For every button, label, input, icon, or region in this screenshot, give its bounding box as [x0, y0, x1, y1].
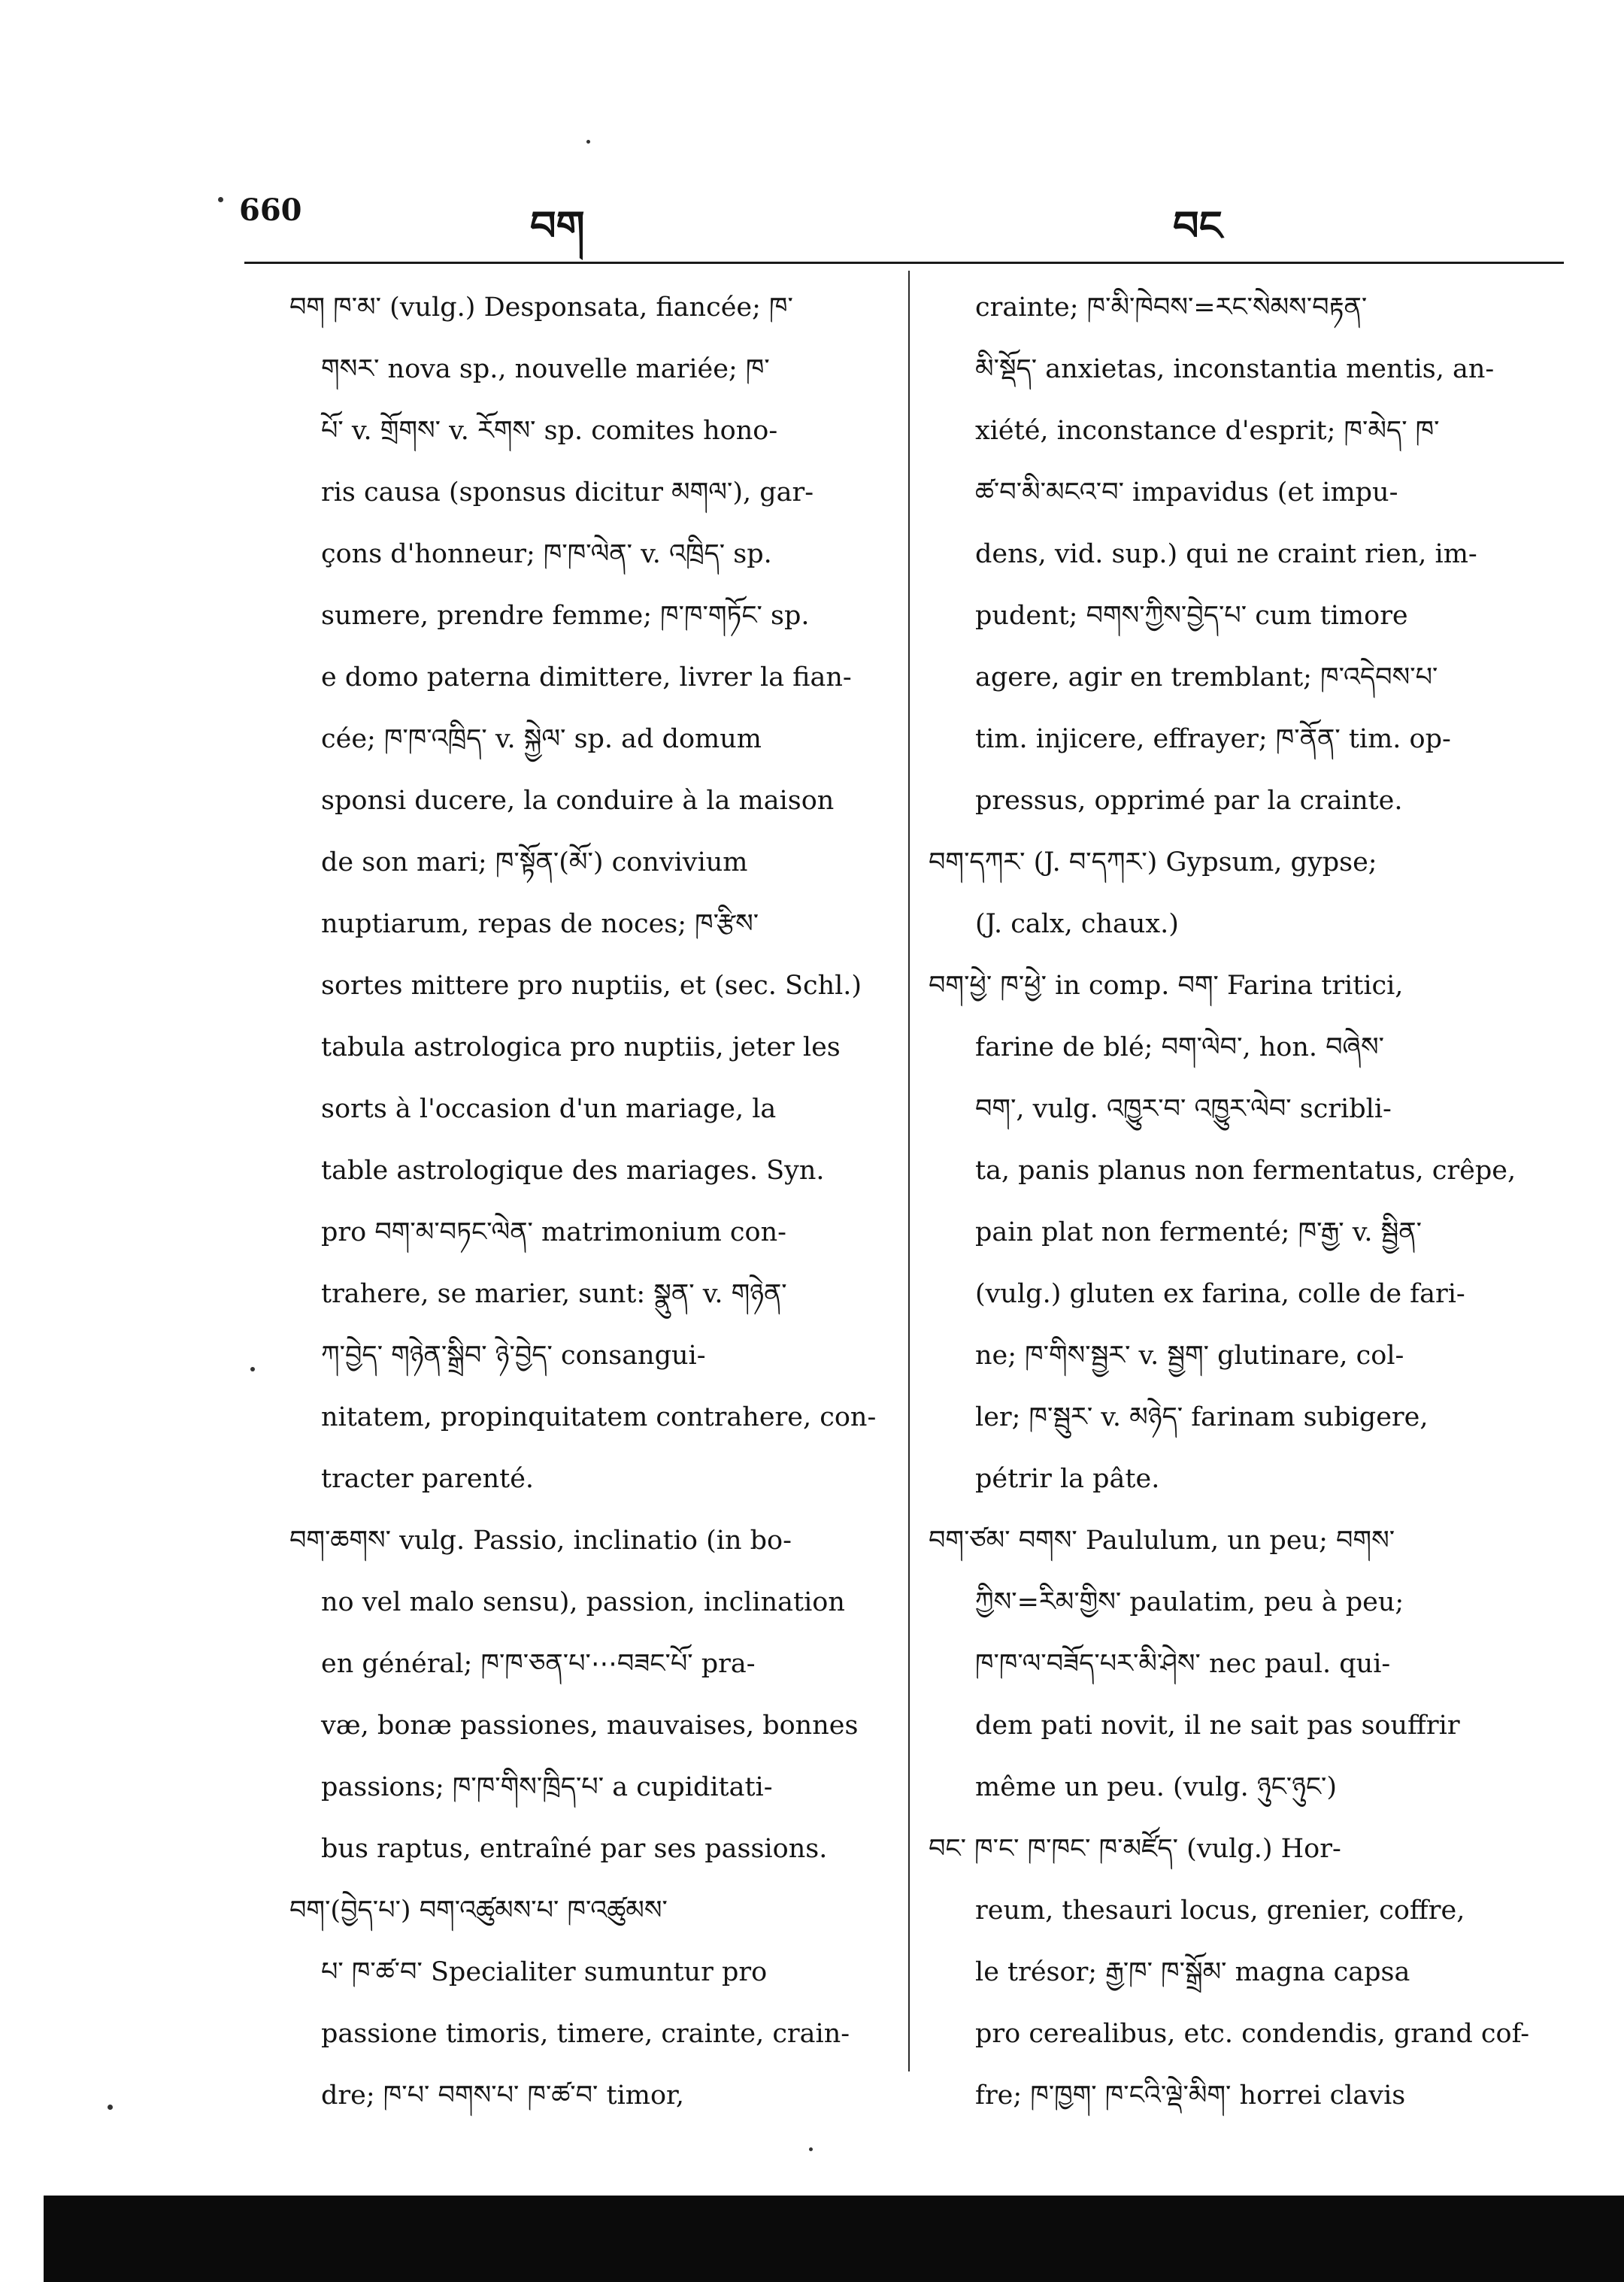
entry-line: trahere, se marier, sunt: སྣུན་ v. གཉེན་ [321, 1279, 787, 1309]
entry-line: ris causa (sponsus dicitur མགལ་), gar- [321, 477, 814, 508]
header-rule [244, 262, 1564, 264]
entry-line: pro cerealibus, etc. condendis, grand cof- [975, 2019, 1530, 2049]
entry-line: de son mari; ཁ་སྟོན་(མོ་) convivium [321, 847, 748, 877]
entry-line: པོ་ v. གྲོགས་ v. རོགས་ sp. comites hono- [321, 416, 778, 446]
scan-speck [218, 197, 223, 202]
scan-speck [250, 1367, 255, 1371]
entry-headword-line: བག ཁ་མ་ (vulg.) Desponsata, fiancée; ཁ་ [289, 292, 793, 323]
entry-line: sortes mittere pro nuptiis, et (sec. Schl.) [321, 971, 862, 1001]
entry-line: sponsi ducere, la conduire à la maison [321, 786, 835, 816]
entry-line: sorts à l'occasion d'un mariage, la [321, 1094, 777, 1124]
scan-speck [108, 2105, 113, 2110]
scan-speck [586, 140, 590, 144]
entry-line: མི་སྡོད་ anxietas, inconstantia mentis, an- [975, 354, 1495, 384]
entry-line: en général; ཁ་ཁ་ཅན་པ་⋯བཟང་པོ་ pra- [321, 1649, 756, 1679]
running-head-right: བང [1173, 202, 1223, 250]
left-column [289, 277, 883, 2126]
entry-line: sumere, prendre femme; ཁ་ཁ་གཏོང་ sp. [321, 601, 810, 631]
entry-line: farine de blé; བག་ལེབ་, hon. བཞེས་ [975, 1032, 1385, 1062]
entry-line: çons d'honneur; ཁ་ཁ་ལེན་ v. འཁྲིད་ sp. [321, 539, 772, 569]
entry-line: dem pati novit, il ne sait pas souffrir [975, 1711, 1460, 1741]
entry-line: væ, bonæ passiones, mauvaises, bonnes [321, 1711, 859, 1741]
entry-line: fre; ཁ་ཁྱག་ ཁ་ངའི་ལྡེ་མིག་ horrei clavis [975, 2080, 1406, 2111]
running-head-left: བག [530, 202, 585, 250]
entry-line: ཀྱིས་=རིམ་གྱིས་ paulatim, peu à peu; [975, 1587, 1404, 1617]
page-number: 660 [239, 192, 302, 228]
entry-line: agere, agir en tremblant; ཁ་འདེབས་པ་ [975, 662, 1438, 692]
entry-line: pressus, opprimé par la crainte. [975, 786, 1403, 816]
right-column [929, 277, 1553, 2126]
entry-line: tracter parenté. [321, 1464, 535, 1494]
entry-headword-line: བག་ཆགས་ vulg. Passio, inclinatio (in bo- [289, 1526, 792, 1556]
entry-line: table astrologique des mariages. Syn. [321, 1156, 825, 1186]
entry-line: reum, thesauri locus, grenier, coffre, [975, 1896, 1465, 1926]
entry-line: nitatem, propinquitatem contrahere, con- [321, 1402, 877, 1432]
entry-line: même un peu. (vulg. ཉུང་ཉུང་) [975, 1772, 1338, 1802]
scan-speck [809, 2147, 813, 2151]
entry-headword-line: བང་ ཁ་ང་ ཁ་ཁང་ ཁ་མཛོད་ (vulg.) Hor- [929, 1834, 1341, 1864]
entry-headword-line: བག་ཕྱེ་ ཁ་ཕྱེ་ in comp. བག་ Farina tritici, [929, 971, 1404, 1001]
entry-line: ne; ཁ་གིས་སྦྱར་ v. སྦྱག་ glutinare, col- [975, 1341, 1404, 1371]
entry-headword-line: བག་ཙམ་ བགས་ Paululum, un peu; བགས་ [929, 1526, 1395, 1556]
entry-line: passions; ཁ་ཁ་གིས་ཁྲིད་པ་ a cupiditati- [321, 1772, 773, 1802]
entry-line: xiété, inconstance d'esprit; ཁ་མེད་ ཁ་ [975, 416, 1440, 446]
entry-line: le trésor; རྒྱ་ཁ་ ཁ་སྒྲོམ་ magna capsa [975, 1957, 1410, 1987]
entry-line: པ་ ཁ་ཚ་བ་ Specialiter sumuntur pro [321, 1957, 768, 1987]
column-divider [908, 271, 910, 2071]
entry-line: tim. injicere, effrayer; ཁ་ནོན་ tim. op- [975, 724, 1451, 754]
entry-line: passione timoris, timere, crainte, crain- [321, 2019, 850, 2049]
entry-line: no vel malo sensu), passion, inclination [321, 1587, 845, 1617]
entry-line: ཚ་བ་མི་མངའ་བ་ impavidus (et impu- [975, 477, 1398, 508]
entry-line: ཁ་ཁ་ལ་བཟོད་པར་མི་ཤེས་ nec paul. qui- [975, 1649, 1391, 1679]
entry-line: (J. calx, chaux.) [975, 909, 1179, 939]
entry-line: crainte; ཁ་མི་ཁེབས་=རང་སེམས་བརྟན་ [975, 292, 1368, 323]
entry-line: cée; ཁ་ཁ་འཁྲིད་ v. སྐྱེལ་ sp. ad domum [321, 724, 762, 754]
entry-line: (vulg.) gluten ex farina, colle de fari- [975, 1279, 1465, 1309]
entry-line: pudent; བགས་ཀྱིས་བྱེད་པ་ cum timore [975, 601, 1408, 631]
entry-headword-line: བག་(བྱེད་པ་) བག་འཚུམས་པ་ ཁ་འཚུམས་ [289, 1896, 668, 1926]
scan-border-bar [44, 2196, 1624, 2282]
entry-line: dens, vid. sup.) qui ne craint rien, im- [975, 539, 1477, 569]
entry-line: བག་, vulg. འཁྱུར་བ་ འཁྱུར་ལེབ་ scribli- [975, 1094, 1392, 1124]
entry-line: pro བག་མ་བཏང་ལེན་ matrimonium con- [321, 1217, 786, 1247]
entry-line: nuptiarum, repas de noces; ཁ་རྩིས་ [321, 909, 759, 939]
entry-line: ler; ཁ་སྦུར་ v. མཉེད་ farinam subigere, [975, 1402, 1429, 1432]
entry-line: pain plat non fermenté; ཁ་རྒྱ་ v. སྦྱིན་ [975, 1217, 1422, 1247]
entry-line: pétrir la pâte. [975, 1464, 1160, 1494]
entry-line: ཀ་བྱེད་ གཉེན་སྒྲིབ་ ཉེ་བྱེད་ consangui- [321, 1341, 706, 1371]
entry-line: bus raptus, entraîné par ses passions. [321, 1834, 828, 1864]
entry-line: གསར་ nova sp., nouvelle mariée; ཁ་ [321, 354, 770, 384]
entry-line: e domo paterna dimittere, livrer la fian- [321, 662, 852, 692]
entry-line: ta, panis planus non fermentatus, crêpe, [975, 1156, 1516, 1186]
entry-line: dre; ཁ་པ་ བགས་པ་ ཁ་ཚ་བ་ timor, [321, 2080, 685, 2111]
entry-line: tabula astrologica pro nuptiis, jeter les [321, 1032, 841, 1062]
page-header [0, 180, 1624, 248]
entry-headword-line: བག་དཀར་ (J. བ་དཀར་) Gypsum, gypse; [929, 847, 1377, 877]
